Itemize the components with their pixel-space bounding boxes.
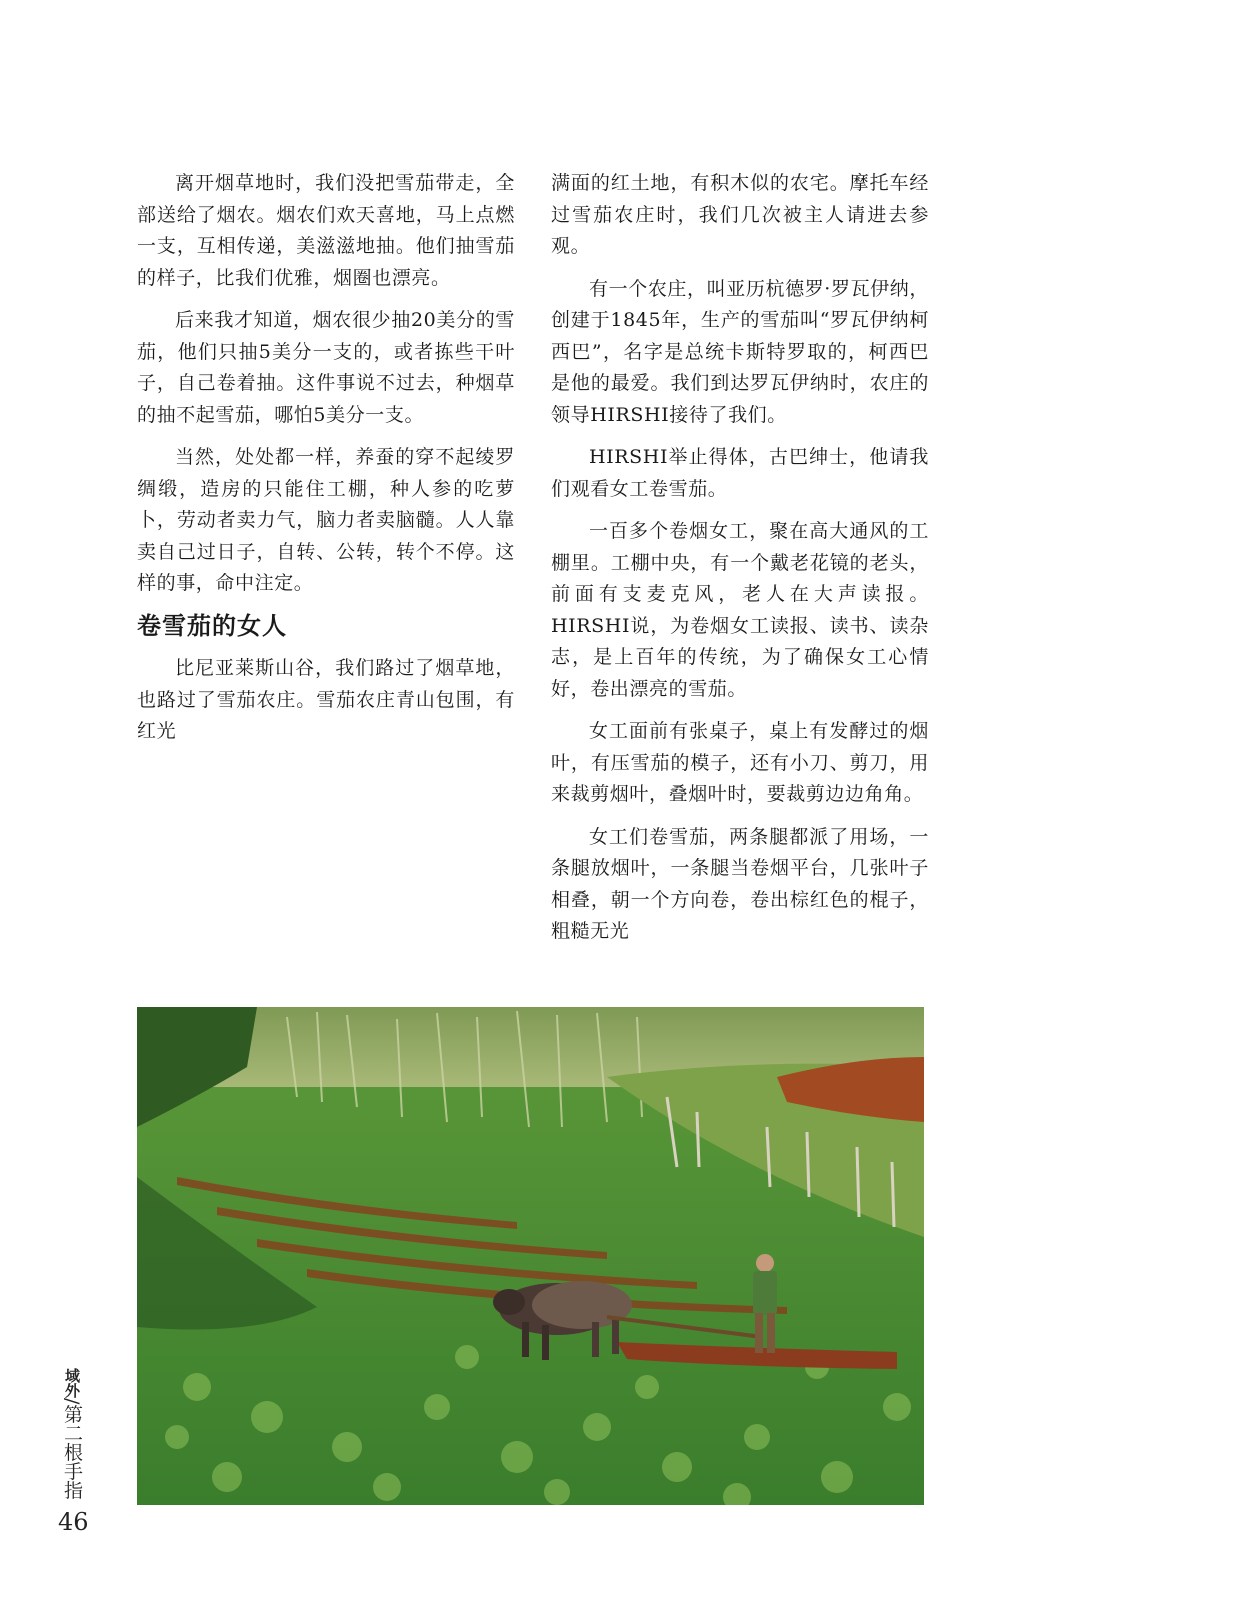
tobacco-field-photo (137, 1007, 924, 1505)
paragraph: 有一个农庄，叫亚历杭德罗·罗瓦伊纳，创建于1845年，生产的雪茄叫“罗瓦伊纳柯西巴”，名字是总统卡斯特罗取的，柯西巴是他的最爱。我们到达罗瓦伊纳时，农庄的领导HIRSHI接待了我们。 (551, 277, 929, 426)
paragraph: 一百多个卷烟女工，聚在高大通风的工棚里。工棚中央，有一个戴老花镜的老头，前面有支麦克风，老人在大声读报。HIRSHI说，为卷烟女工读报、读书、读杂志，是上百年的传统，为了确保女工心情好，卷出漂亮的雪茄。 (551, 520, 929, 700)
section-title: 第二根手指 (61, 1404, 83, 1500)
paragraph: 女工面前有张桌子，桌上有发酵过的烟叶，有压雪茄的模子，还有小刀、剪刀，用来裁剪烟叶，叠烟叶时，要裁剪边边角角。 (551, 720, 929, 805)
paragraph-continuation: 满面的红土地，有积木似的农宅。摩托车经过雪茄农庄时，我们几次被主人请进去参观。 (551, 172, 929, 257)
section-small-label: 域外 (63, 1368, 81, 1398)
paragraph: 比尼亚莱斯山谷，我们路过了烟草地，也路过了雪茄农庄。雪茄农庄青山包围，有红光 (137, 657, 515, 742)
paragraph: 女工们卷雪茄，两条腿都派了用场，一条腿放烟叶，一条腿当卷烟平台，几张叶子相叠，朝一个方向卷，卷出棕红色的棍子，粗糙无光 (551, 825, 929, 942)
paragraph: HIRSHI举止得体，古巴绅士，他请我们观看女工卷雪茄。 (551, 446, 929, 500)
section-heading: 卷雪茄的女人 (137, 611, 287, 640)
page-number: 46 (58, 1508, 89, 1536)
left-text-column (137, 168, 515, 759)
section-running-title (62, 1368, 84, 1499)
paragraph: 离开烟草地时，我们没把雪茄带走，全部送给了烟农。烟农们欢天喜地，马上点燃一支，互相传递，美滋滋地抽。他们抽雪茄的样子，比我们优雅，烟圈也漂亮。 (137, 172, 515, 289)
separator: / (61, 1398, 83, 1405)
paragraph: 后来我才知道，烟农很少抽20美分的雪茄，他们只抽5美分一支的，或者拣些干叶子，自己卷着抽。这件事说不过去，种烟草的抽不起雪茄，哪怕5美分一支。 (137, 309, 515, 426)
photo-illustration (137, 1007, 924, 1505)
right-text-column (551, 168, 929, 959)
paragraph: 当然，处处都一样，养蚕的穿不起绫罗绸缎，造房的只能住工棚，种人参的吃萝卜，劳动者卖力气，脑力者卖脑髓。人人靠卖自己过日子，自转、公转，转个不停。这样的事，命中注定。 (137, 446, 515, 594)
